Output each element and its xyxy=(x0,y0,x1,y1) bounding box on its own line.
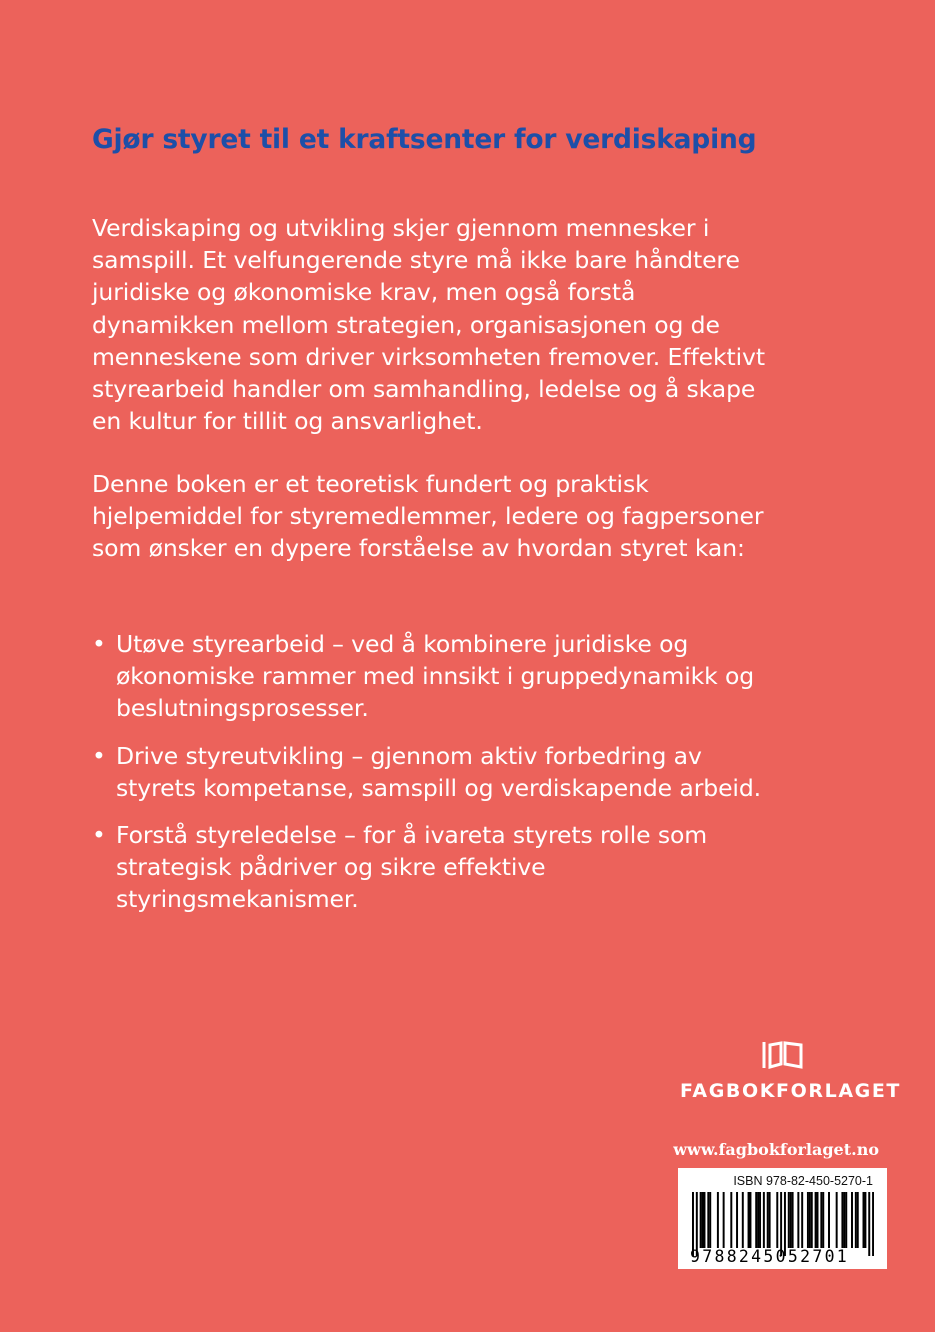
barcode-bar xyxy=(857,1192,859,1248)
headline: Gjør styret til et kraftsenter for verdiskaping xyxy=(92,124,757,155)
barcode-bar xyxy=(736,1192,738,1248)
bullet-text: Forstå styreledelse – for å ivareta styrets rolle som strategisk pådriver og sikre effektive styringsmekanismer. xyxy=(116,821,708,914)
barcode-bar xyxy=(843,1192,845,1248)
barcode-bar xyxy=(755,1192,757,1248)
barcode-bar xyxy=(757,1192,759,1248)
barcode-bar xyxy=(845,1192,847,1248)
list-item xyxy=(92,628,772,725)
description-paragraph: Denne boken er et teoretisk fundert og praktisk hjelpemiddel for styremedlemmer, ledere og fagpersoner som ønsker en dypere forståelse av hvordan styret kan: xyxy=(92,470,764,563)
barcode-bar xyxy=(759,1192,761,1248)
bullet-text: Drive styreutvikling – gjennom aktiv forbedring av styrets kompetanse, samspill og verdiskapende arbeid. xyxy=(116,741,762,802)
barcode-bar xyxy=(809,1192,811,1248)
barcode-bar xyxy=(748,1192,750,1248)
barcode-bar xyxy=(817,1192,819,1248)
barcode-bar xyxy=(811,1192,813,1248)
barcode-bar xyxy=(749,1192,751,1248)
barcode-bar xyxy=(723,1192,725,1248)
barcode-bar xyxy=(767,1192,769,1248)
barcode-bar xyxy=(709,1192,711,1248)
barcode-bar xyxy=(730,1192,732,1248)
barcode-bar xyxy=(841,1192,843,1248)
bullet-text: Utøve styrearbeid – ved å kombinere juridiske og økonomiske rammer med innsikt i gruppedynamikk og beslutningsprosesser. xyxy=(116,630,755,723)
barcode-bar xyxy=(820,1192,822,1248)
barcode-bar xyxy=(700,1192,702,1248)
open-book-logo-icon xyxy=(761,1040,805,1070)
bullet-icon: • xyxy=(92,741,106,770)
barcode-bar xyxy=(851,1192,853,1248)
barcode-bar xyxy=(822,1192,824,1248)
barcode-bar xyxy=(855,1192,857,1248)
barcode-bar xyxy=(707,1192,709,1248)
barcode-bar xyxy=(769,1192,771,1248)
intro-paragraph: Verdiskaping og utvikling skjer gjennom mennesker i samspill. Et velfungerende styre må ikke bare håndtere juridiske og økonomiske krav, men også forstå dynamikken mellom strategien, organisasjonen og de menneskene som driver virksomheten fremover. Effektivt styrearbeid handler om samhandling, ledelse og å skape en kultur for tillit og ansvarlighet. xyxy=(92,214,765,436)
barcode-bar xyxy=(792,1192,794,1248)
bullet-icon: • xyxy=(92,821,106,850)
barcode-bar xyxy=(790,1192,792,1248)
barcode-bar xyxy=(742,1192,744,1248)
isbn-label: ISBN 978-82-450-5270-1 xyxy=(733,1174,873,1188)
publisher-name: FAGBOKFORLAGET xyxy=(680,1080,901,1102)
list-item xyxy=(92,740,772,804)
list-item xyxy=(92,819,772,916)
barcode xyxy=(678,1168,887,1269)
barcode-bar xyxy=(807,1192,809,1248)
publisher-logo xyxy=(680,1040,901,1102)
barcode-bar xyxy=(702,1192,704,1248)
barcode-bar xyxy=(788,1192,790,1248)
barcode-bar xyxy=(836,1192,838,1248)
publisher-url: www.fagbokforlaget.no xyxy=(673,1140,879,1159)
barcode-bar xyxy=(801,1192,803,1248)
barcode-bar xyxy=(863,1192,865,1248)
barcode-bar xyxy=(717,1192,719,1248)
barcode-bar xyxy=(815,1192,817,1248)
barcode-bar xyxy=(797,1192,799,1248)
barcode-bar xyxy=(776,1192,778,1248)
barcode-bar xyxy=(864,1192,866,1248)
barcode-bar xyxy=(703,1192,705,1248)
barcode-bar xyxy=(828,1192,830,1248)
bullet-icon: • xyxy=(92,630,106,658)
barcode-bar xyxy=(763,1192,765,1248)
bullet-list xyxy=(92,628,772,931)
barcode-digits: 9788245052701 xyxy=(690,1247,850,1266)
